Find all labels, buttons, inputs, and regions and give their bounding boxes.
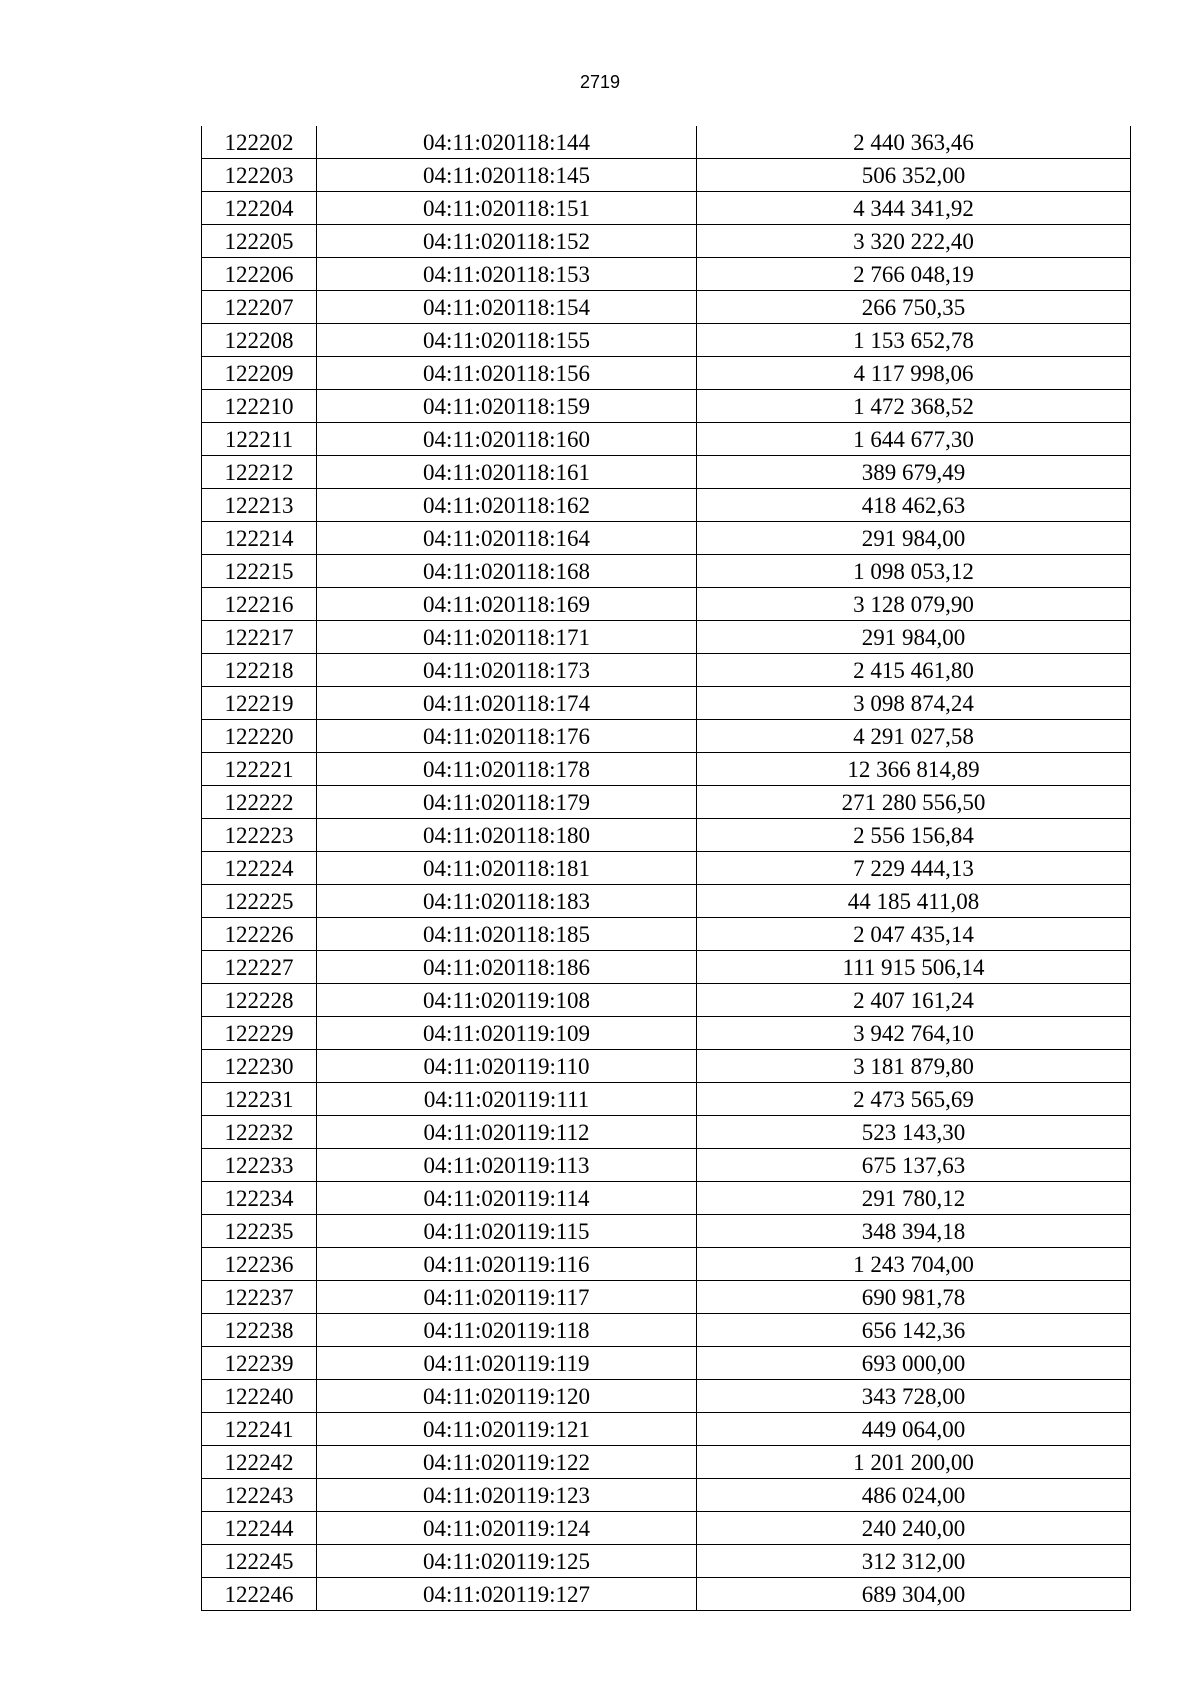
cadastral-number-cell: 04:11:020119:123 [317, 1479, 697, 1512]
cadastral-value-cell: 2 407 161,24 [697, 984, 1131, 1017]
row-number-cell: 122233 [202, 1149, 317, 1182]
table-row [202, 720, 1131, 753]
table-row [202, 753, 1131, 786]
cadastral-value-cell: 240 240,00 [697, 1512, 1131, 1545]
cadastral-value-cell: 693 000,00 [697, 1347, 1131, 1380]
cadastral-value-cell: 291 984,00 [697, 621, 1131, 654]
table-row [202, 1116, 1131, 1149]
cadastral-number-cell: 04:11:020119:124 [317, 1512, 697, 1545]
table-row [202, 1281, 1131, 1314]
row-number-cell: 122238 [202, 1314, 317, 1347]
cadastral-value-cell: 3 181 879,80 [697, 1050, 1131, 1083]
row-number-cell: 122220 [202, 720, 317, 753]
cadastral-number-cell: 04:11:020118:171 [317, 621, 697, 654]
page-number: 2719 [579, 72, 621, 92]
table-row [202, 1182, 1131, 1215]
table-row [202, 357, 1131, 390]
row-number-cell: 122227 [202, 951, 317, 984]
cadastral-number-cell: 04:11:020118:151 [317, 192, 697, 225]
cadastral-value-cell: 111 915 506,14 [697, 951, 1131, 984]
cadastral-value-cell: 3 128 079,90 [697, 588, 1131, 621]
cadastral-value-cell: 4 291 027,58 [697, 720, 1131, 753]
cadastral-value-cell: 266 750,35 [697, 291, 1131, 324]
table-row [202, 852, 1131, 885]
cadastral-value-cell: 506 352,00 [697, 159, 1131, 192]
row-number-cell: 122224 [202, 852, 317, 885]
cadastral-number-cell: 04:11:020118:185 [317, 918, 697, 951]
cadastral-value-cell: 343 728,00 [697, 1380, 1131, 1413]
table-row [202, 423, 1131, 456]
cadastral-number-cell: 04:11:020118:174 [317, 687, 697, 720]
cadastral-number-cell: 04:11:020118:152 [317, 225, 697, 258]
cadastral-value-cell: 1 644 677,30 [697, 423, 1131, 456]
cadastral-number-cell: 04:11:020119:111 [317, 1083, 697, 1116]
cadastral-value-cell: 44 185 411,08 [697, 885, 1131, 918]
table-row [202, 1512, 1131, 1545]
cadastral-value-cell: 2 047 435,14 [697, 918, 1131, 951]
row-number-cell: 122216 [202, 588, 317, 621]
row-number-cell: 122213 [202, 489, 317, 522]
cadastral-number-cell: 04:11:020119:120 [317, 1380, 697, 1413]
cadastral-value-cell: 3 320 222,40 [697, 225, 1131, 258]
cadastral-value-cell: 2 766 048,19 [697, 258, 1131, 291]
row-number-cell: 122241 [202, 1413, 317, 1446]
cadastral-value-cell: 4 344 341,92 [697, 192, 1131, 225]
cadastral-value-cell: 1 098 053,12 [697, 555, 1131, 588]
cadastral-number-cell: 04:11:020119:116 [317, 1248, 697, 1281]
row-number-cell: 122209 [202, 357, 317, 390]
row-number-cell: 122223 [202, 819, 317, 852]
row-number-cell: 122232 [202, 1116, 317, 1149]
row-number-cell: 122242 [202, 1446, 317, 1479]
cadastral-value-cell: 7 229 444,13 [697, 852, 1131, 885]
cadastral-number-cell: 04:11:020118:161 [317, 456, 697, 489]
row-number-cell: 122212 [202, 456, 317, 489]
cadastral-number-cell: 04:11:020118:153 [317, 258, 697, 291]
table-row [202, 1083, 1131, 1116]
table-row [202, 390, 1131, 423]
row-number-cell: 122243 [202, 1479, 317, 1512]
cadastral-value-cell: 656 142,36 [697, 1314, 1131, 1347]
cadastral-number-cell: 04:11:020118:154 [317, 291, 697, 324]
cadastral-number-cell: 04:11:020119:118 [317, 1314, 697, 1347]
cadastral-value-cell: 291 780,12 [697, 1182, 1131, 1215]
cadastral-number-cell: 04:11:020119:121 [317, 1413, 697, 1446]
cadastral-value-cell: 1 472 368,52 [697, 390, 1131, 423]
row-number-cell: 122205 [202, 225, 317, 258]
row-number-cell: 122246 [202, 1578, 317, 1611]
cadastral-number-cell: 04:11:020119:115 [317, 1215, 697, 1248]
row-number-cell: 122217 [202, 621, 317, 654]
table-row [202, 621, 1131, 654]
table-row [202, 291, 1131, 324]
row-number-cell: 122222 [202, 786, 317, 819]
table-row [202, 1347, 1131, 1380]
table-row [202, 1479, 1131, 1512]
cadastral-number-cell: 04:11:020118:169 [317, 588, 697, 621]
table-row [202, 1017, 1131, 1050]
cadastral-number-cell: 04:11:020118:186 [317, 951, 697, 984]
cadastral-number-cell: 04:11:020119:125 [317, 1545, 697, 1578]
row-number-cell: 122239 [202, 1347, 317, 1380]
cadastral-number-cell: 04:11:020118:181 [317, 852, 697, 885]
row-number-cell: 122207 [202, 291, 317, 324]
cadastral-value-cell: 2 556 156,84 [697, 819, 1131, 852]
table-row [202, 324, 1131, 357]
cadastral-value-table [201, 126, 1131, 1611]
row-number-cell: 122210 [202, 390, 317, 423]
cadastral-number-cell: 04:11:020119:109 [317, 1017, 697, 1050]
cadastral-number-cell: 04:11:020119:117 [317, 1281, 697, 1314]
row-number-cell: 122240 [202, 1380, 317, 1413]
row-number-cell: 122219 [202, 687, 317, 720]
cadastral-value-cell: 523 143,30 [697, 1116, 1131, 1149]
cadastral-number-cell: 04:11:020118:159 [317, 390, 697, 423]
row-number-cell: 122228 [202, 984, 317, 1017]
row-number-cell: 122208 [202, 324, 317, 357]
table-row [202, 258, 1131, 291]
row-number-cell: 122235 [202, 1215, 317, 1248]
table-row [202, 984, 1131, 1017]
cadastral-number-cell: 04:11:020119:108 [317, 984, 697, 1017]
table-row [202, 885, 1131, 918]
table-row [202, 1578, 1131, 1611]
row-number-cell: 122202 [202, 126, 317, 159]
row-number-cell: 122214 [202, 522, 317, 555]
table-body [202, 126, 1131, 1611]
table-row [202, 1215, 1131, 1248]
cadastral-value-cell: 675 137,63 [697, 1149, 1131, 1182]
cadastral-value-cell: 418 462,63 [697, 489, 1131, 522]
cadastral-value-cell: 2 473 565,69 [697, 1083, 1131, 1116]
cadastral-value-cell: 2 415 461,80 [697, 654, 1131, 687]
table-row [202, 1314, 1131, 1347]
row-number-cell: 122244 [202, 1512, 317, 1545]
table-row [202, 951, 1131, 984]
row-number-cell: 122237 [202, 1281, 317, 1314]
cadastral-value-cell: 312 312,00 [697, 1545, 1131, 1578]
cadastral-value-cell: 449 064,00 [697, 1413, 1131, 1446]
cadastral-value-cell: 2 440 363,46 [697, 126, 1131, 159]
cadastral-number-cell: 04:11:020119:110 [317, 1050, 697, 1083]
cadastral-number-cell: 04:11:020118:183 [317, 885, 697, 918]
row-number-cell: 122215 [202, 555, 317, 588]
cadastral-number-cell: 04:11:020119:112 [317, 1116, 697, 1149]
table-row [202, 654, 1131, 687]
table-row [202, 1413, 1131, 1446]
row-number-cell: 122221 [202, 753, 317, 786]
cadastral-value-cell: 12 366 814,89 [697, 753, 1131, 786]
table-row [202, 489, 1131, 522]
cadastral-number-cell: 04:11:020118:156 [317, 357, 697, 390]
cadastral-number-cell: 04:11:020118:160 [317, 423, 697, 456]
row-number-cell: 122204 [202, 192, 317, 225]
cadastral-value-cell: 689 304,00 [697, 1578, 1131, 1611]
cadastral-number-cell: 04:11:020118:162 [317, 489, 697, 522]
cadastral-number-cell: 04:11:020119:119 [317, 1347, 697, 1380]
cadastral-value-cell: 3 942 764,10 [697, 1017, 1131, 1050]
table-row [202, 918, 1131, 951]
row-number-cell: 122231 [202, 1083, 317, 1116]
row-number-cell: 122236 [202, 1248, 317, 1281]
cadastral-value-cell: 291 984,00 [697, 522, 1131, 555]
table-row [202, 1545, 1131, 1578]
cadastral-number-cell: 04:11:020118:168 [317, 555, 697, 588]
table-row [202, 1446, 1131, 1479]
cadastral-value-cell: 3 098 874,24 [697, 687, 1131, 720]
cadastral-value-cell: 389 679,49 [697, 456, 1131, 489]
cadastral-number-cell: 04:11:020118:179 [317, 786, 697, 819]
cadastral-value-cell: 4 117 998,06 [697, 357, 1131, 390]
row-number-cell: 122218 [202, 654, 317, 687]
row-number-cell: 122226 [202, 918, 317, 951]
cadastral-number-cell: 04:11:020118:173 [317, 654, 697, 687]
table-row [202, 456, 1131, 489]
row-number-cell: 122229 [202, 1017, 317, 1050]
table-row [202, 786, 1131, 819]
table-row [202, 192, 1131, 225]
cadastral-value-cell: 486 024,00 [697, 1479, 1131, 1512]
cadastral-number-cell: 04:11:020118:176 [317, 720, 697, 753]
cadastral-number-cell: 04:11:020118:164 [317, 522, 697, 555]
cadastral-value-cell: 690 981,78 [697, 1281, 1131, 1314]
table-row [202, 687, 1131, 720]
row-number-cell: 122230 [202, 1050, 317, 1083]
row-number-cell: 122203 [202, 159, 317, 192]
cadastral-number-cell: 04:11:020119:113 [317, 1149, 697, 1182]
cadastral-number-cell: 04:11:020119:127 [317, 1578, 697, 1611]
table-row [202, 588, 1131, 621]
cadastral-number-cell: 04:11:020118:145 [317, 159, 697, 192]
table-row [202, 1050, 1131, 1083]
cadastral-number-cell: 04:11:020119:122 [317, 1446, 697, 1479]
cadastral-value-cell: 348 394,18 [697, 1215, 1131, 1248]
row-number-cell: 122211 [202, 423, 317, 456]
table-row [202, 819, 1131, 852]
table-row [202, 555, 1131, 588]
cadastral-number-cell: 04:11:020118:180 [317, 819, 697, 852]
cadastral-number-cell: 04:11:020118:144 [317, 126, 697, 159]
row-number-cell: 122225 [202, 885, 317, 918]
cadastral-number-cell: 04:11:020118:155 [317, 324, 697, 357]
table-row [202, 522, 1131, 555]
row-number-cell: 122206 [202, 258, 317, 291]
row-number-cell: 122234 [202, 1182, 317, 1215]
cadastral-value-cell: 1 243 704,00 [697, 1248, 1131, 1281]
table-row [202, 225, 1131, 258]
table-row [202, 159, 1131, 192]
table-row [202, 126, 1131, 159]
table-row [202, 1248, 1131, 1281]
cadastral-number-cell: 04:11:020119:114 [317, 1182, 697, 1215]
cadastral-value-cell: 1 201 200,00 [697, 1446, 1131, 1479]
table-row [202, 1380, 1131, 1413]
cadastral-value-cell: 1 153 652,78 [697, 324, 1131, 357]
cadastral-value-cell: 271 280 556,50 [697, 786, 1131, 819]
table-row [202, 1149, 1131, 1182]
row-number-cell: 122245 [202, 1545, 317, 1578]
cadastral-number-cell: 04:11:020118:178 [317, 753, 697, 786]
